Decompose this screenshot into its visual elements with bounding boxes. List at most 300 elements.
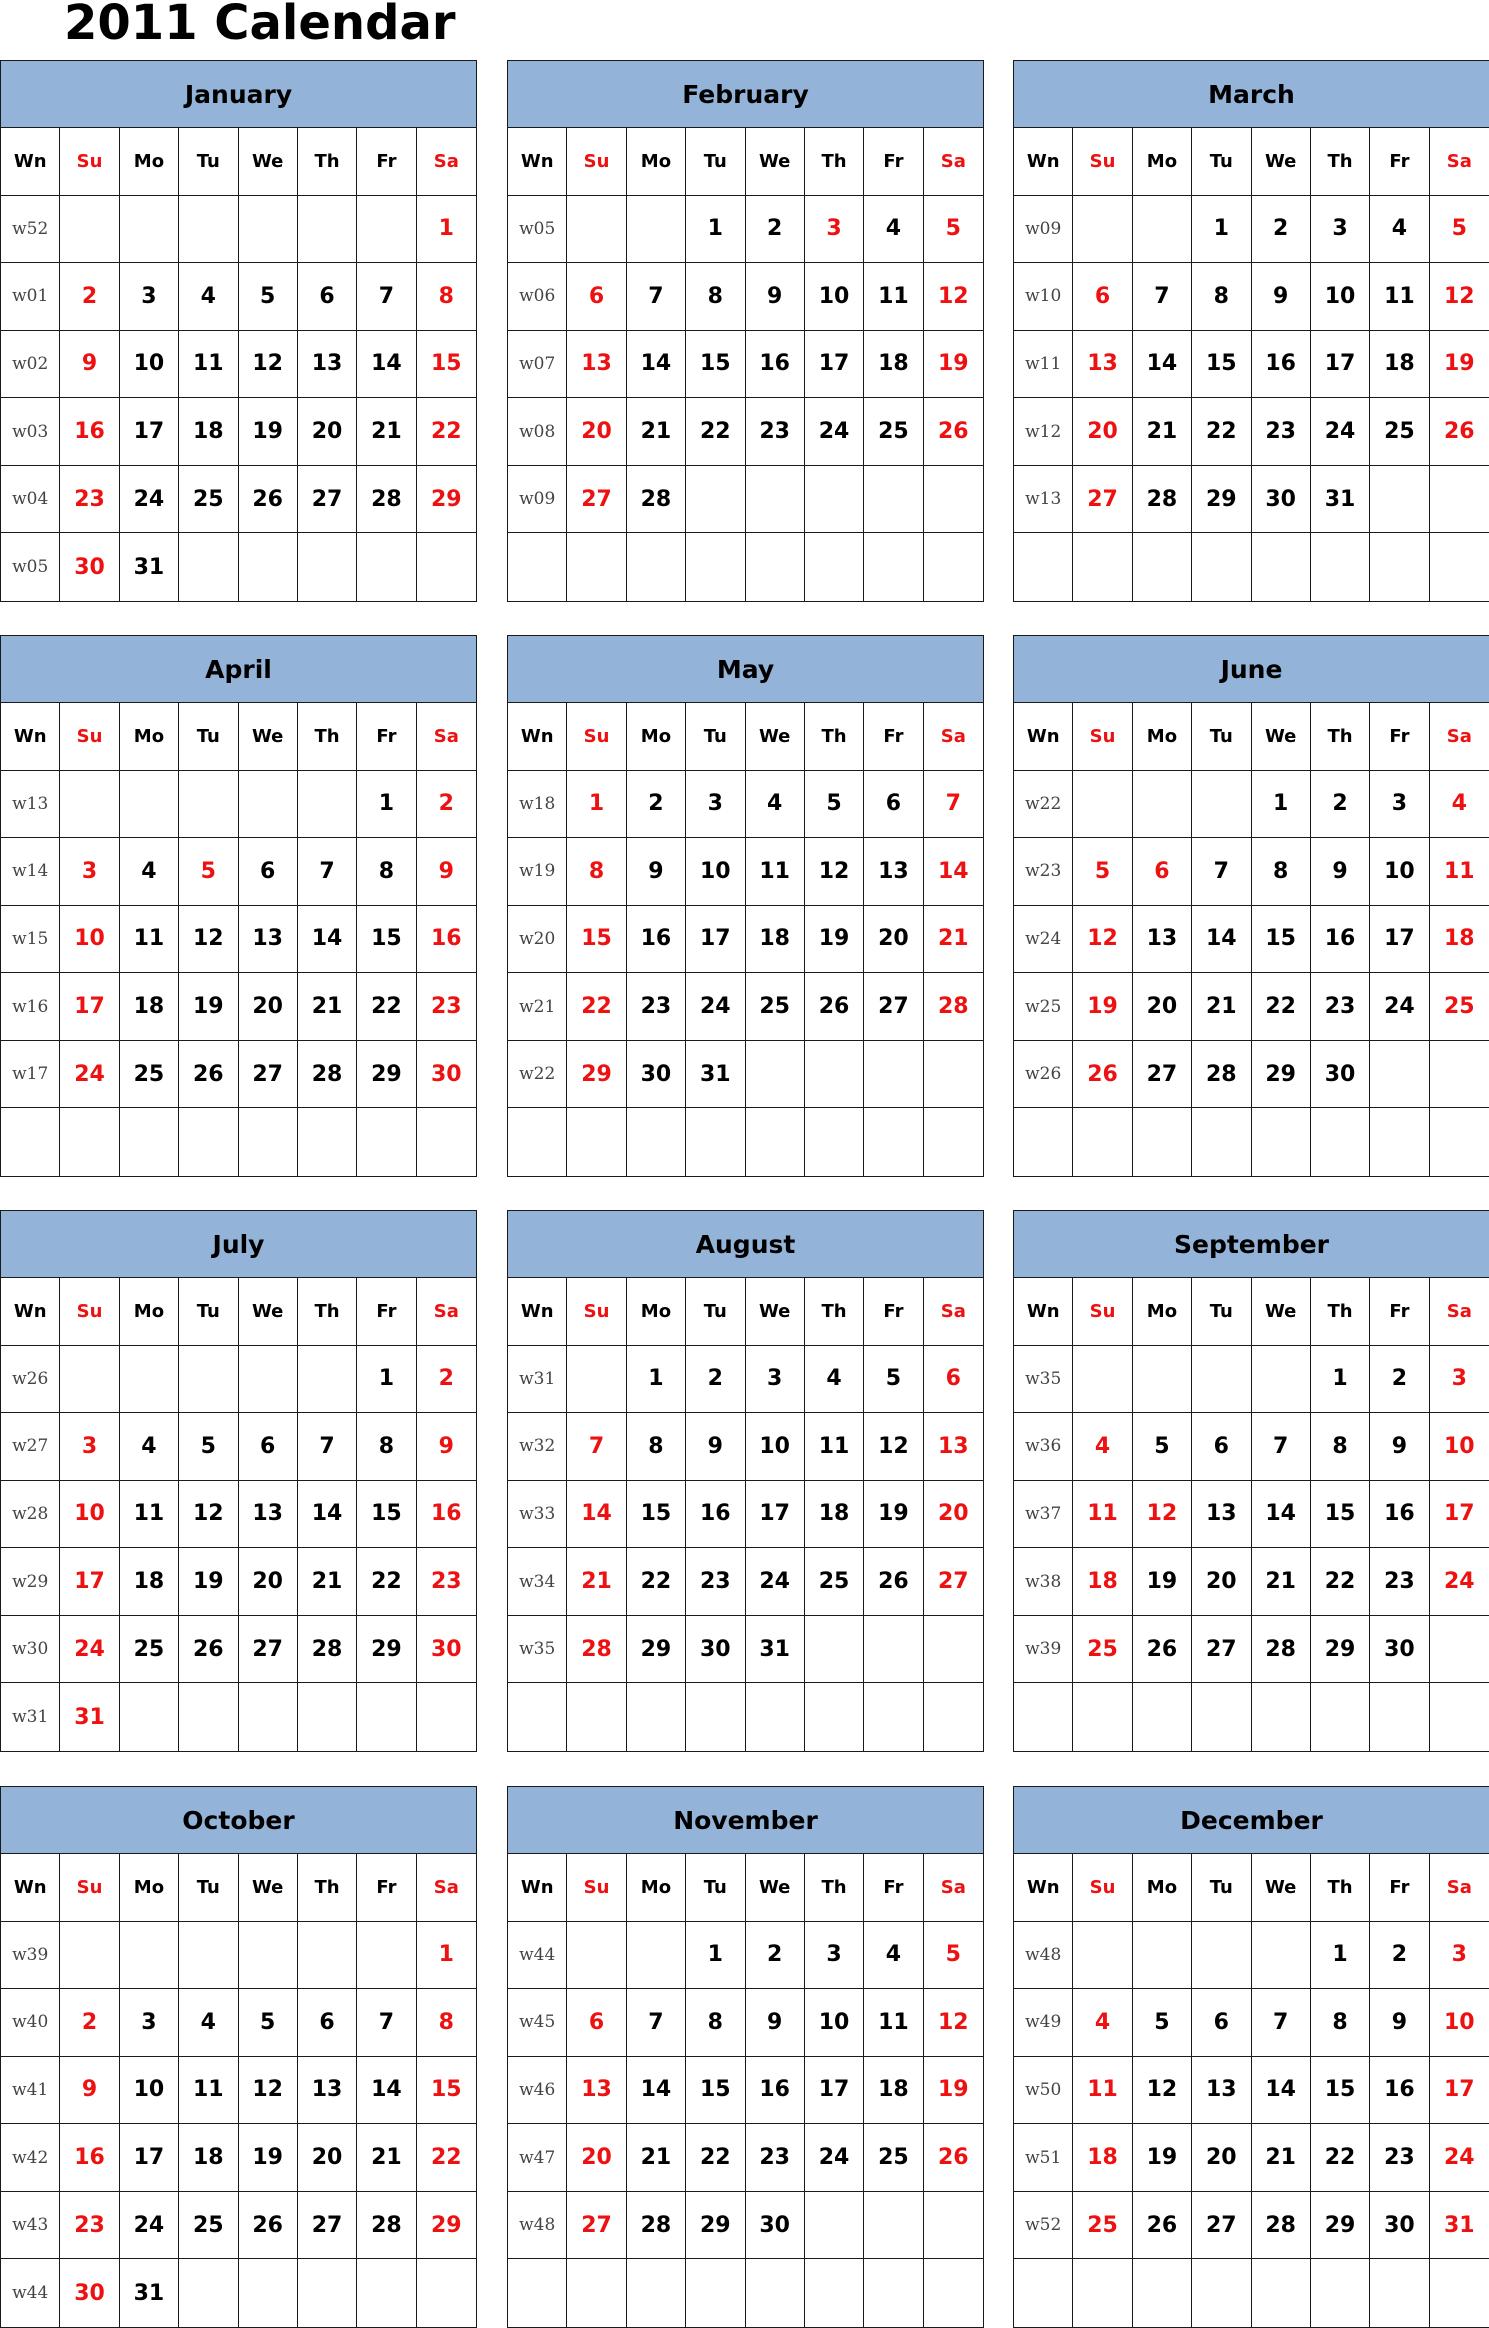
day-cell: 23 [1252,398,1311,466]
day-cell [1073,771,1132,839]
day-cell [357,196,416,264]
week-number: w35 [508,1616,567,1684]
day-cell: 4 [864,1922,923,1990]
weekday-header: Sa [924,703,983,771]
day-cell [239,196,298,264]
week-number: w37 [1014,1481,1073,1549]
day-cell: 18 [805,1481,864,1549]
day-cell: 1 [357,771,416,839]
day-cell: 25 [1073,2192,1132,2260]
month-december [1013,1786,1489,2328]
day-cell [120,1108,179,1176]
day-cell: 18 [120,1548,179,1616]
day-cell: 11 [1073,1481,1132,1549]
week-number: w28 [1,1481,60,1549]
day-cell: 14 [924,838,983,906]
week-number: w26 [1014,1041,1073,1109]
day-cell [805,2259,864,2327]
day-cell [1133,1108,1192,1176]
weekday-header: We [1252,128,1311,196]
weekday-header: Th [298,1854,357,1922]
day-cell: 19 [1430,331,1489,399]
day-cell: 23 [686,1548,745,1616]
weekday-header: Mo [627,1854,686,1922]
day-cell: 7 [1133,263,1192,331]
week-number: w11 [1014,331,1073,399]
day-cell: 2 [417,771,476,839]
day-cell: 17 [60,1548,119,1616]
day-cell: 3 [60,1413,119,1481]
day-cell: 16 [1311,906,1370,974]
day-cell: 8 [1311,1413,1370,1481]
day-cell [179,771,238,839]
day-cell: 25 [120,1041,179,1109]
weekday-header: We [239,1278,298,1346]
day-cell: 17 [805,331,864,399]
day-cell: 3 [120,263,179,331]
day-cell [924,1108,983,1176]
day-cell [1430,2259,1489,2327]
day-cell [1370,2259,1429,2327]
day-cell: 27 [567,2192,626,2260]
day-cell: 24 [120,466,179,534]
day-cell: 20 [1073,398,1132,466]
day-cell: 6 [1133,838,1192,906]
day-cell [1430,466,1489,534]
day-cell: 27 [924,1548,983,1616]
week-number: w21 [508,973,567,1041]
day-cell: 1 [686,1922,745,1990]
day-cell: 16 [627,906,686,974]
day-cell [239,771,298,839]
day-cell: 30 [1252,466,1311,534]
day-cell [298,196,357,264]
day-cell: 16 [1370,2057,1429,2125]
month-days-grid [1,703,476,1176]
day-cell: 5 [239,263,298,331]
day-cell: 10 [1430,1989,1489,2057]
week-number: w44 [1,2259,60,2327]
week-number: w48 [1014,1922,1073,1990]
week-number [1,1108,60,1176]
day-cell: 20 [298,398,357,466]
month-days-grid [1014,128,1489,601]
day-cell: 21 [298,973,357,1041]
day-cell [924,2259,983,2327]
day-cell: 18 [1073,2124,1132,2192]
week-number [1014,2259,1073,2327]
day-cell: 7 [924,771,983,839]
day-cell: 30 [417,1041,476,1109]
day-cell [1252,533,1311,601]
day-cell: 4 [120,1413,179,1481]
weekday-header: We [239,128,298,196]
day-cell: 13 [1192,2057,1251,2125]
weekday-header: We [1252,703,1311,771]
day-cell: 12 [1133,2057,1192,2125]
day-cell [239,1922,298,1990]
day-cell [686,466,745,534]
day-cell [239,1683,298,1751]
day-cell: 20 [567,2124,626,2192]
day-cell: 1 [417,1922,476,1990]
weekday-header: Su [567,1278,626,1346]
day-cell [567,1108,626,1176]
day-cell [1133,1922,1192,1990]
week-number: w29 [1,1548,60,1616]
day-cell [298,1922,357,1990]
weekday-header: Sa [1430,1854,1489,1922]
day-cell [686,2259,745,2327]
day-cell: 12 [924,263,983,331]
day-cell: 20 [239,973,298,1041]
day-cell: 14 [357,331,416,399]
day-cell: 24 [120,2192,179,2260]
week-number: w01 [1,263,60,331]
day-cell [924,2192,983,2260]
weekday-header: Wn [508,703,567,771]
week-number [1014,1683,1073,1751]
day-cell: 19 [805,906,864,974]
month-days-grid [1014,1854,1489,2327]
month-name: August [508,1211,983,1278]
day-cell: 29 [627,1616,686,1684]
day-cell: 16 [1252,331,1311,399]
day-cell: 14 [567,1481,626,1549]
week-number: w05 [1,533,60,601]
weekday-header: Fr [357,128,416,196]
month-september [1013,1210,1489,1752]
day-cell: 28 [567,1616,626,1684]
weekday-header: Th [805,703,864,771]
day-cell [1133,1346,1192,1414]
day-cell: 31 [120,2259,179,2327]
weekday-header: Wn [1014,1278,1073,1346]
day-cell: 21 [1133,398,1192,466]
day-cell: 2 [1370,1922,1429,1990]
day-cell: 5 [864,1346,923,1414]
day-cell: 26 [1133,2192,1192,2260]
day-cell [1252,1683,1311,1751]
day-cell: 13 [298,331,357,399]
day-cell [1430,1108,1489,1176]
weekday-header: We [746,1278,805,1346]
day-cell [627,2259,686,2327]
day-cell [864,1041,923,1109]
day-cell: 4 [179,1989,238,2057]
day-cell: 13 [567,331,626,399]
day-cell: 9 [627,838,686,906]
day-cell: 17 [1430,2057,1489,2125]
day-cell [746,466,805,534]
day-cell: 6 [298,1989,357,2057]
weekday-header: Fr [864,703,923,771]
weekday-header: Su [1073,1278,1132,1346]
weekday-header: Th [298,128,357,196]
day-cell: 2 [1311,771,1370,839]
day-cell: 12 [239,2057,298,2125]
month-name: June [1014,636,1489,703]
day-cell: 22 [627,1548,686,1616]
day-cell [1192,1922,1251,1990]
week-number: w42 [1,2124,60,2192]
day-cell: 16 [417,1481,476,1549]
day-cell: 28 [627,466,686,534]
weekday-header: Mo [627,128,686,196]
week-number: w46 [508,2057,567,2125]
day-cell: 26 [1430,398,1489,466]
weekday-header: Mo [1133,1854,1192,1922]
weekday-header: Fr [1370,1278,1429,1346]
day-cell: 1 [417,196,476,264]
day-cell [60,1108,119,1176]
day-cell [179,196,238,264]
day-cell: 17 [1311,331,1370,399]
day-cell: 3 [805,1922,864,1990]
day-cell: 28 [1252,1616,1311,1684]
day-cell: 22 [686,2124,745,2192]
month-name: September [1014,1211,1489,1278]
day-cell: 23 [1370,2124,1429,2192]
day-cell [567,1683,626,1751]
day-cell: 15 [627,1481,686,1549]
day-cell [357,533,416,601]
day-cell [924,1683,983,1751]
day-cell: 18 [746,906,805,974]
day-cell: 13 [567,2057,626,2125]
day-cell: 9 [60,331,119,399]
weekday-header: Wn [1014,128,1073,196]
day-cell: 14 [1133,331,1192,399]
day-cell [864,533,923,601]
day-cell: 11 [864,263,923,331]
weekday-header: We [239,703,298,771]
day-cell: 2 [1252,196,1311,264]
day-cell: 25 [805,1548,864,1616]
day-cell: 31 [746,1616,805,1684]
day-cell: 8 [567,838,626,906]
day-cell: 19 [239,398,298,466]
week-number: w27 [1,1413,60,1481]
day-cell: 17 [746,1481,805,1549]
day-cell: 6 [239,838,298,906]
day-cell: 8 [1252,838,1311,906]
day-cell [120,1346,179,1414]
day-cell: 7 [298,838,357,906]
day-cell: 12 [1133,1481,1192,1549]
day-cell [864,1683,923,1751]
day-cell: 21 [357,2124,416,2192]
day-cell: 25 [179,466,238,534]
day-cell: 23 [746,398,805,466]
day-cell: 22 [417,398,476,466]
day-cell [1311,533,1370,601]
day-cell: 25 [864,2124,923,2192]
day-cell: 31 [1311,466,1370,534]
day-cell: 30 [746,2192,805,2260]
day-cell [1192,1683,1251,1751]
day-cell: 22 [1252,973,1311,1041]
day-cell: 10 [805,263,864,331]
day-cell: 28 [357,466,416,534]
day-cell: 31 [686,1041,745,1109]
day-cell [1430,1683,1489,1751]
day-cell [924,533,983,601]
day-cell [746,1041,805,1109]
week-number: w09 [508,466,567,534]
day-cell: 22 [567,973,626,1041]
day-cell [1073,1683,1132,1751]
day-cell [1311,1108,1370,1176]
day-cell [864,2259,923,2327]
day-cell: 3 [120,1989,179,2057]
week-number: w40 [1,1989,60,2057]
day-cell: 2 [417,1346,476,1414]
day-cell: 18 [864,331,923,399]
day-cell: 13 [298,2057,357,2125]
day-cell: 22 [417,2124,476,2192]
day-cell: 21 [627,398,686,466]
day-cell [298,1108,357,1176]
month-days-grid [1014,1278,1489,1751]
day-cell [924,466,983,534]
day-cell: 18 [1430,906,1489,974]
day-cell: 26 [239,466,298,534]
day-cell: 12 [179,906,238,974]
week-number: w52 [1014,2192,1073,2260]
day-cell: 23 [1370,1548,1429,1616]
weekday-header: Su [60,1854,119,1922]
day-cell: 30 [60,2259,119,2327]
day-cell [298,1346,357,1414]
week-number: w52 [1,196,60,264]
day-cell: 6 [239,1413,298,1481]
day-cell: 24 [60,1041,119,1109]
weekday-header: Fr [357,1854,416,1922]
day-cell: 27 [239,1041,298,1109]
day-cell: 13 [864,838,923,906]
month-february [507,60,984,602]
day-cell: 5 [1430,196,1489,264]
day-cell [1252,2259,1311,2327]
week-number: w14 [1,838,60,906]
day-cell [1430,1041,1489,1109]
day-cell: 24 [805,2124,864,2192]
day-cell [1252,1922,1311,1990]
day-cell: 21 [1252,1548,1311,1616]
day-cell: 21 [1192,973,1251,1041]
day-cell: 28 [1252,2192,1311,2260]
day-cell [417,533,476,601]
day-cell: 12 [924,1989,983,2057]
day-cell: 5 [1133,1989,1192,2057]
day-cell: 24 [1370,973,1429,1041]
day-cell [60,1346,119,1414]
day-cell: 6 [567,1989,626,2057]
weekday-header: Su [567,128,626,196]
day-cell: 14 [298,906,357,974]
day-cell [60,1922,119,1990]
month-name: April [1,636,476,703]
day-cell: 20 [239,1548,298,1616]
weekday-header: Su [1073,703,1132,771]
week-number: w48 [508,2192,567,2260]
week-number: w43 [1,2192,60,2260]
week-number [508,1683,567,1751]
day-cell [179,2259,238,2327]
day-cell [1133,196,1192,264]
day-cell: 23 [60,466,119,534]
day-cell [1192,1346,1251,1414]
day-cell: 14 [298,1481,357,1549]
day-cell: 11 [1430,838,1489,906]
day-cell [627,533,686,601]
day-cell [1192,533,1251,601]
day-cell: 24 [1311,398,1370,466]
day-cell: 19 [864,1481,923,1549]
day-cell [120,771,179,839]
weekday-header: We [1252,1278,1311,1346]
week-number: w49 [1014,1989,1073,2057]
day-cell [1370,1108,1429,1176]
day-cell: 16 [746,2057,805,2125]
day-cell: 7 [357,1989,416,2057]
day-cell [1370,1041,1429,1109]
day-cell: 23 [1311,973,1370,1041]
day-cell [567,196,626,264]
day-cell: 7 [567,1413,626,1481]
weekday-header: Tu [179,1854,238,1922]
day-cell: 28 [1192,1041,1251,1109]
weekday-header: Sa [417,1854,476,1922]
day-cell: 23 [60,2192,119,2260]
day-cell: 18 [179,2124,238,2192]
week-number: w24 [1014,906,1073,974]
weekday-header: Th [1311,128,1370,196]
day-cell: 9 [746,263,805,331]
day-cell [357,1683,416,1751]
day-cell [1073,196,1132,264]
day-cell: 4 [864,196,923,264]
day-cell: 10 [746,1413,805,1481]
day-cell: 22 [686,398,745,466]
weekday-header: Mo [120,1854,179,1922]
day-cell: 9 [60,2057,119,2125]
day-cell: 20 [1192,1548,1251,1616]
day-cell: 11 [120,1481,179,1549]
day-cell [746,533,805,601]
day-cell [805,1108,864,1176]
day-cell [179,1346,238,1414]
week-number: w23 [1014,838,1073,906]
day-cell: 23 [417,973,476,1041]
day-cell: 2 [1370,1346,1429,1414]
day-cell: 12 [1430,263,1489,331]
weekday-header: Wn [1014,1854,1073,1922]
month-june [1013,635,1489,1177]
day-cell: 25 [1073,1616,1132,1684]
day-cell [686,1108,745,1176]
day-cell [357,2259,416,2327]
week-number: w32 [508,1413,567,1481]
day-cell [805,2192,864,2260]
month-days-grid [1,1854,476,2327]
day-cell: 30 [60,533,119,601]
day-cell [1311,2259,1370,2327]
day-cell [1133,1683,1192,1751]
day-cell [567,2259,626,2327]
day-cell: 9 [1252,263,1311,331]
